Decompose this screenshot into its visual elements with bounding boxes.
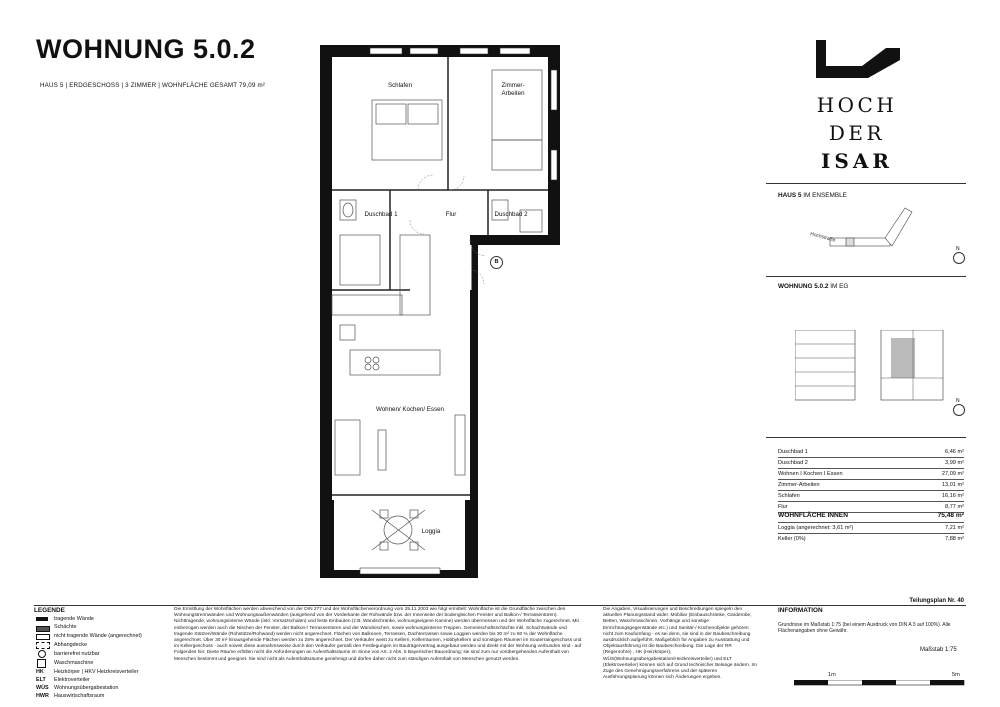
- legend-item: Elektroverteiler: [54, 677, 90, 683]
- area-row: [778, 469, 964, 480]
- floor-heading-bold: WOHNUNG 5.0.2: [778, 283, 829, 290]
- area-name: Schlafen: [778, 493, 800, 499]
- legend-item: tragende Wände: [54, 616, 94, 622]
- logo-line-1: HOCH: [816, 93, 898, 117]
- floor-plan: [310, 40, 580, 580]
- legend-item: Hauswirtschaftsraum: [54, 693, 105, 699]
- extra-row: [778, 523, 964, 534]
- wall-symbol-icon: [36, 617, 48, 621]
- marker-b: B: [490, 256, 503, 269]
- room-label-duschbad-2: Duschbad 2: [494, 211, 528, 218]
- legend-item: Wohnungsübergabestation: [54, 685, 119, 691]
- legend-item: Schächte: [54, 624, 77, 630]
- apartment-subtitle: HAUS 5 | ERDGESCHOSS | 3 ZIMMER | WOHNFLÄCHE GESAMT 79,09 m²: [40, 82, 266, 89]
- area-row: [778, 447, 964, 458]
- area-name: Duschbad 1: [778, 449, 808, 455]
- scale-1m: 1m: [828, 672, 836, 678]
- north-arrow-icon: [953, 404, 965, 416]
- legend-item: nicht tragende Wände (angerechnet): [54, 633, 142, 639]
- scale-label: Maßstab 1:75: [920, 647, 957, 653]
- shaft-symbol-icon: [36, 626, 50, 632]
- legend-symbol: ELT: [36, 677, 46, 683]
- logo-line-2: DER: [828, 121, 886, 145]
- area-value: 13,01 m²: [941, 482, 964, 488]
- washing-machine-icon: [37, 659, 46, 668]
- room-label-schlafen: Schlafen: [387, 82, 413, 89]
- room-label-flur: Flur: [445, 211, 457, 218]
- ensemble-heading-bold: HAUS 5: [778, 192, 802, 199]
- area-value: 27,09 m²: [941, 471, 964, 477]
- extra-name: Keller (0%): [778, 536, 806, 542]
- info-text: Grundrisse im Maßstab 1:75 (bei einem Ausdruck von DIN A 3 auf 100%). Alle Flächenangaben ohne Gewähr.: [778, 622, 951, 635]
- legend-item: Waschmaschine: [54, 660, 94, 666]
- street-name: Hochstraße: [809, 231, 836, 244]
- extra-value: 7,21 m²: [945, 525, 964, 531]
- room-label-duschbad-1: Duschbad 1: [364, 211, 398, 218]
- legend-heading: LEGENDE: [34, 607, 65, 614]
- scale-bar: [794, 680, 966, 686]
- divider: [766, 437, 966, 438]
- north-label-2: N: [956, 398, 960, 404]
- north-arrow-icon: [953, 252, 965, 264]
- notes-area-calculation: Die Ermittlung der Wohnflächen werden abweichend von der DIN 277 und der Wohnflächenverordnung vom 25.11.2003 wie folgt ermittelt: Wohnfläche ist die Grundfläche zwischen den Wohnungstrennwänden und Wohnungsaußenwänden (ausgehend von der Vorderkante der Rohwände bzw. der Innenseite der bodengleichen Fenster und Balkon-/ Terrassentüren). Nichttragende, wohnungsinterne Wände (inkl. Vorsatzschalen) und feste Einbauten (z.B. Wandschränke, wohnungseigene Kamine) werden übermessen und der Wohnfläche zugerechnet. Mit einbezogen werden auch die Nischen der Fenster, der Balkon-/ Terrassentüren und der Wandnischen, sowie wohnungsinterne Treppen. Gemeinschaftsschächte inkl. Schachtwände und tragende Stützen/Wände (Rohstütze/Rohwand) werden nicht angerechnet. Flächen von Balkonen, Terrassen, Dachterrassen sowie Loggien werden bis 30 m² zu 50 % der Wohnfläche angerechnet. Über 30 m² hinausgehende Flächen werden zu 25% angerechnet. Der Verkäufer weist zu Kellern, Kellerräumen, Hobbykellern und sonstigen Räumen im Souterraingeschoss und im Kellergeschoss - auch soweit diese ausnahmsweise durch den Verkäufer gemäß den Festlegungen im Bauträgervertrag ausgebaut werden und direkt mit der Wohnung verbunden sind - auf Folgendes hin: Diese Räume erfüllen nicht die Anforderungen an Aufenthaltsräume im Sinne von Art. 2 Abs. 5 Bayerischer Bauordnung; sie sind zum nur vorübergehenden Aufenthalt von Menschen bestimmt und geeignet. Sie sind nicht als Aufenthaltsräume genehmigt und dürfen daher nicht zum ständigen Aufenthalt von Menschen genutzt werden.: [174, 607, 582, 662]
- extra-value: 7,88 m²: [945, 536, 964, 542]
- nonbearing-wall-icon: [36, 634, 50, 640]
- suspended-ceiling-icon: [36, 642, 50, 649]
- area-row: [778, 491, 964, 502]
- north-label-1: N: [956, 246, 960, 252]
- area-name: Wohnen I Kochen I Essen: [778, 471, 843, 477]
- room-label-loggia: Loggia: [421, 528, 441, 535]
- extra-row: [778, 534, 964, 544]
- load-bearing-walls: [320, 45, 560, 578]
- total-value: 75,48 m²: [937, 512, 964, 519]
- area-name: Duschbad 2: [778, 460, 808, 466]
- area-row: [778, 458, 964, 469]
- area-value: 3,99 m²: [945, 460, 964, 466]
- area-value: 16,16 m²: [941, 493, 964, 499]
- logo-mark: [812, 38, 902, 80]
- extra-name: Loggia (angerechnet: 3,61 m²): [778, 525, 854, 531]
- floor-reference-plan: [795, 330, 945, 402]
- logo-text: [812, 91, 902, 175]
- area-value: 8,77 m²: [945, 504, 964, 510]
- legend-item: Heizkörper | HKV Heizkreisverteiler: [54, 669, 139, 675]
- legend-item: barrierefrei nutzbar: [54, 651, 100, 657]
- floor-heading: [778, 283, 848, 290]
- ensemble-heading-rest: IM ENSEMBLE: [801, 192, 847, 199]
- legend-symbol: HK: [36, 669, 44, 675]
- room-label-wohnen: Wohnen/ Kochen/ Essen: [376, 406, 444, 413]
- notes-disclaimer: Die Angaben, Visualisierungen und Beschreibungen spiegeln den aktuellen Planungsstand wider. Mobiliar (Einbauschränke, Garderobe, Betten, Waschmaschinen, Vorhänge und sonstige Einrichtungsgegenstände etc.) und Sanitär-/ Küchenobjekte gehören nicht zum Kaufumfang - es sei denn, sie sind in der Baubeschreibung ausdrücklich aufgeführt. Maßgeblich für Angaben zu Ausstattung und Objektausführung ist die Baubeschreibung. Die Lage der RR (Regenrohre) , HK (Heizkörper), WÜS(Wohnungsübergabestation/Heizkreisverteiler) und ELT (Elektroverteiler) können sich auf Grund technischer Belange ändern. Im Zuge des Genehmigungsverfahrens und der späteren Ausführungsplanung können sich Änderungen ergeben.: [603, 607, 757, 681]
- legend-symbol: WÜS: [36, 685, 49, 691]
- total-row: [778, 510, 964, 523]
- floor-heading-rest: IM EG: [828, 283, 849, 290]
- plan-number: Teilungsplan Nr. 40: [909, 598, 964, 604]
- room-label-zimmer-line2: Arbeiten: [501, 90, 525, 97]
- accessible-icon: [38, 650, 46, 658]
- room-label-zimmer-line1: Zimmer-: [501, 82, 525, 89]
- area-name: Zimmer-Arbeiten: [778, 482, 820, 488]
- page-title: WOHNUNG 5.0.2: [36, 34, 256, 64]
- divider: [766, 276, 966, 277]
- area-value: 6,46 m²: [945, 449, 964, 455]
- total-label: WOHNFLÄCHE INNEN: [778, 512, 848, 519]
- divider: [766, 183, 966, 184]
- scale-5m: 5m: [952, 672, 960, 678]
- ensemble-map: [800, 198, 930, 258]
- area-row: [778, 480, 964, 491]
- logo-line-3: ISAR: [821, 149, 893, 173]
- legend-item: Abhangdecke: [54, 642, 87, 648]
- info-heading: INFORMATION: [778, 607, 823, 614]
- divider: [34, 605, 966, 606]
- area-name: Flur: [778, 504, 788, 510]
- legend-symbol: HWR: [36, 693, 49, 699]
